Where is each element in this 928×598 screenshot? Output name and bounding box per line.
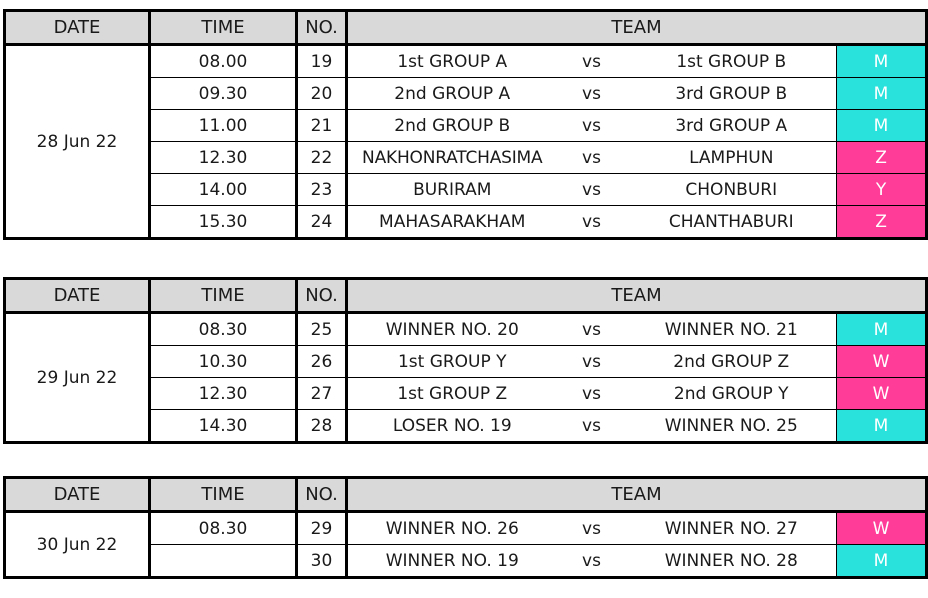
match-number: 24 <box>297 206 347 239</box>
match-time: 09.30 <box>150 78 297 110</box>
header-row <box>5 11 927 45</box>
header-team: TEAM <box>347 279 927 313</box>
match-number: 21 <box>297 110 347 142</box>
match-number: 29 <box>297 512 347 545</box>
match-number: 20 <box>297 78 347 110</box>
header-date: DATE <box>5 478 150 512</box>
match-time: 08.30 <box>150 313 297 346</box>
vs-label: vs <box>557 346 627 378</box>
category-code: M <box>837 110 927 142</box>
away-team: 3rd GROUP B <box>627 78 837 110</box>
match-number: 27 <box>297 378 347 410</box>
match-date: 28 Jun 22 <box>5 45 150 239</box>
schedule-table-day-3 <box>3 476 928 579</box>
header-row <box>5 478 927 512</box>
vs-label: vs <box>557 512 627 545</box>
home-team: 1st GROUP Z <box>347 378 557 410</box>
home-team: 2nd GROUP B <box>347 110 557 142</box>
header-team: TEAM <box>347 11 927 45</box>
vs-label: vs <box>557 206 627 239</box>
home-team: 2nd GROUP A <box>347 78 557 110</box>
header-date: DATE <box>5 11 150 45</box>
match-row <box>5 313 927 346</box>
vs-label: vs <box>557 545 627 578</box>
vs-label: vs <box>557 45 627 78</box>
match-number: 25 <box>297 313 347 346</box>
home-team: 1st GROUP A <box>347 45 557 78</box>
header-team: TEAM <box>347 478 927 512</box>
vs-label: vs <box>557 410 627 443</box>
match-time: 12.30 <box>150 142 297 174</box>
vs-label: vs <box>557 110 627 142</box>
match-number: 28 <box>297 410 347 443</box>
vs-label: vs <box>557 174 627 206</box>
match-time <box>150 545 297 578</box>
home-team: WINNER NO. 20 <box>347 313 557 346</box>
home-team: 1st GROUP Y <box>347 346 557 378</box>
schedule-table-day-1 <box>3 9 928 240</box>
away-team: WINNER NO. 28 <box>627 545 837 578</box>
home-team: BURIRAM <box>347 174 557 206</box>
away-team: CHANTHABURI <box>627 206 837 239</box>
match-number: 26 <box>297 346 347 378</box>
category-code: W <box>837 378 927 410</box>
away-team: WINNER NO. 27 <box>627 512 837 545</box>
away-team: 3rd GROUP A <box>627 110 837 142</box>
category-code: W <box>837 512 927 545</box>
match-date: 29 Jun 22 <box>5 313 150 443</box>
home-team: MAHASARAKHAM <box>347 206 557 239</box>
match-time: 11.00 <box>150 110 297 142</box>
header-no: NO. <box>297 11 347 45</box>
category-code: M <box>837 410 927 443</box>
vs-label: vs <box>557 142 627 174</box>
schedule-table-day-2 <box>3 277 928 444</box>
match-time: 14.00 <box>150 174 297 206</box>
match-row <box>5 512 927 545</box>
away-team: WINNER NO. 25 <box>627 410 837 443</box>
category-code: Z <box>837 142 927 174</box>
home-team: WINNER NO. 26 <box>347 512 557 545</box>
match-time: 14.30 <box>150 410 297 443</box>
category-code: Z <box>837 206 927 239</box>
match-number: 22 <box>297 142 347 174</box>
home-team: LOSER NO. 19 <box>347 410 557 443</box>
match-time: 08.30 <box>150 512 297 545</box>
match-date: 30 Jun 22 <box>5 512 150 578</box>
category-code: M <box>837 78 927 110</box>
away-team: 2nd GROUP Y <box>627 378 837 410</box>
header-time: TIME <box>150 11 297 45</box>
header-time: TIME <box>150 478 297 512</box>
away-team: 1st GROUP B <box>627 45 837 78</box>
category-code: W <box>837 346 927 378</box>
away-team: 2nd GROUP Z <box>627 346 837 378</box>
header-no: NO. <box>297 279 347 313</box>
header-no: NO. <box>297 478 347 512</box>
home-team: WINNER NO. 19 <box>347 545 557 578</box>
header-date: DATE <box>5 279 150 313</box>
match-row <box>5 45 927 78</box>
vs-label: vs <box>557 313 627 346</box>
vs-label: vs <box>557 378 627 410</box>
header-row <box>5 279 927 313</box>
home-team: NAKHONRATCHASIMA <box>347 142 557 174</box>
away-team: CHONBURI <box>627 174 837 206</box>
category-code: M <box>837 313 927 346</box>
category-code: M <box>837 45 927 78</box>
away-team: LAMPHUN <box>627 142 837 174</box>
match-time: 12.30 <box>150 378 297 410</box>
match-time: 08.00 <box>150 45 297 78</box>
vs-label: vs <box>557 78 627 110</box>
away-team: WINNER NO. 21 <box>627 313 837 346</box>
match-time: 15.30 <box>150 206 297 239</box>
category-code: Y <box>837 174 927 206</box>
match-number: 19 <box>297 45 347 78</box>
category-code: M <box>837 545 927 578</box>
header-time: TIME <box>150 279 297 313</box>
match-time: 10.30 <box>150 346 297 378</box>
match-number: 23 <box>297 174 347 206</box>
match-number: 30 <box>297 545 347 578</box>
